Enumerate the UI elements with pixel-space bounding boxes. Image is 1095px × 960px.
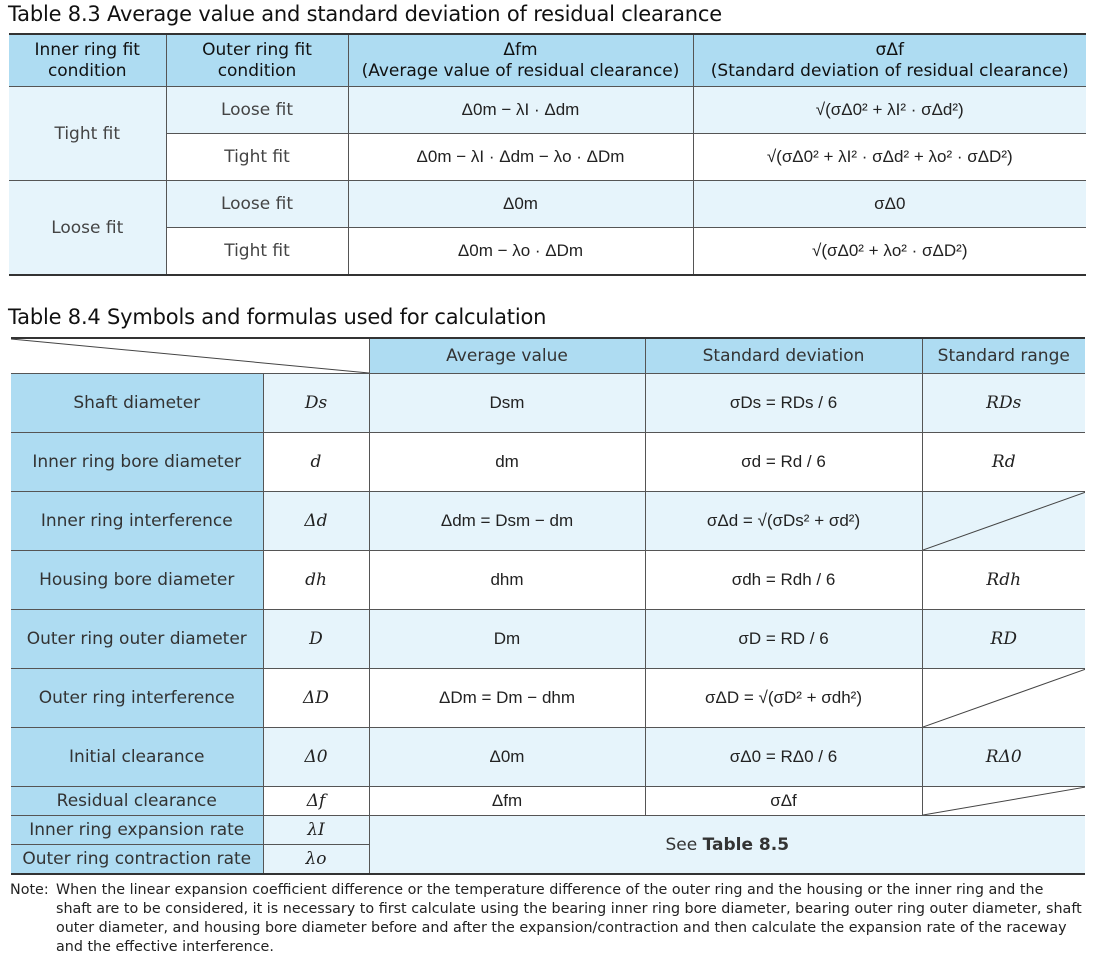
inner-loose-fit-cell: Loose fit: [9, 181, 166, 276]
see-table-link[interactable]: Table 8.5: [702, 834, 790, 855]
header-standard-deviation: Standard deviation: [645, 338, 922, 374]
row-average: dm: [369, 433, 645, 492]
table-8-3-title: Table 8.3 Average value and standard deviation of residual clearance: [8, 2, 722, 26]
see-prefix: See: [665, 834, 703, 855]
note-label: Note:: [10, 882, 49, 898]
outer-fit-cell: Tight fit: [166, 228, 348, 276]
header-average-value: Average value: [369, 338, 645, 374]
row-range: Rd: [922, 433, 1085, 492]
row-range: Rdh: [922, 551, 1085, 610]
row-name: Initial clearance: [11, 728, 263, 787]
row-sd: σΔD = √(σD² + σdh²): [645, 669, 922, 728]
row-average: dhm: [369, 551, 645, 610]
header-avg-text: (Average value of residual clearance): [361, 60, 680, 81]
row-name: Residual clearance: [11, 787, 263, 816]
row-range-empty: [922, 787, 1085, 816]
sd-formula-cell: √(σΔ0² + λI² · σΔd²): [693, 87, 1086, 134]
avg-formula-cell: Δ0m − λo · ΔDm: [348, 228, 693, 276]
note-first-line: When the linear expansion coefficient difference or the temperature difference of the outer ring and the housing or the inner ring and the: [56, 882, 1044, 898]
row-name: Inner ring expansion rate: [11, 816, 263, 845]
row-sd: σDs = RDs / 6: [645, 374, 922, 433]
row-symbol: d: [263, 433, 369, 492]
row-average: Dm: [369, 610, 645, 669]
row-symbol: Δd: [263, 492, 369, 551]
diagonal-line: [923, 492, 1086, 550]
row-sd: σΔ0 = RΔ0 / 6: [645, 728, 922, 787]
row-average: ΔDm = Dm − dhm: [369, 669, 645, 728]
outer-fit-cell: Loose fit: [166, 181, 348, 228]
row-average: Dsm: [369, 374, 645, 433]
row-name: Shaft diameter: [11, 374, 263, 433]
row-range: RDs: [922, 374, 1085, 433]
row-symbol: Ds: [263, 374, 369, 433]
see-table-cell: [369, 816, 1085, 875]
footnote: [10, 881, 1085, 957]
row-sd: σdh = Rdh / 6: [645, 551, 922, 610]
row-name: Outer ring outer diameter: [11, 610, 263, 669]
row-name: Outer ring contraction rate: [11, 845, 263, 875]
header-avg-symbol: Δfm: [503, 39, 538, 60]
row-average: Δfm: [369, 787, 645, 816]
diagonal-line: [923, 669, 1086, 727]
row-range-empty: [922, 669, 1085, 728]
header-inner-fit: Inner ring fit condition: [9, 34, 166, 87]
table-8-3: [9, 33, 1086, 276]
row-average: Δdm = Dsm − dm: [369, 492, 645, 551]
table-8-4-title: Table 8.4 Symbols and formulas used for calculation: [8, 305, 547, 329]
row-name: Outer ring interference: [11, 669, 263, 728]
row-symbol: λI: [263, 816, 369, 845]
row-symbol: Δf: [263, 787, 369, 816]
header-sd-residual: [693, 34, 1086, 87]
inner-tight-fit-cell: Tight fit: [9, 87, 166, 181]
row-name: Housing bore diameter: [11, 551, 263, 610]
avg-formula-cell: Δ0m: [348, 181, 693, 228]
sd-formula-cell: √(σΔ0² + λo² · σΔD²): [693, 228, 1086, 276]
row-sd: σΔf: [645, 787, 922, 816]
header-average-residual: [348, 34, 693, 87]
row-symbol: Δ0: [263, 728, 369, 787]
table-8-4: [11, 337, 1085, 875]
row-sd: σD = RD / 6: [645, 610, 922, 669]
row-range-empty: [922, 492, 1085, 551]
header-diagonal-corner: [11, 338, 369, 374]
row-symbol: dh: [263, 551, 369, 610]
sd-formula-cell: √(σΔ0² + λI² · σΔd² + λo² · σΔD²): [693, 134, 1086, 181]
avg-formula-cell: Δ0m − λI · Δdm: [348, 87, 693, 134]
row-sd: σΔd = √(σDs² + σd²): [645, 492, 922, 551]
diagonal-line: [923, 787, 1086, 815]
header-outer-fit: Outer ring fit condition: [166, 34, 348, 87]
header-standard-range: Standard range: [922, 338, 1085, 374]
row-range: RΔ0: [922, 728, 1085, 787]
row-symbol: D: [263, 610, 369, 669]
note-continuation: shaft are to be considered, it is necessary to first calculate using the bearing inner ring bore diameter, bearing outer ring outer diameter, shaft outer diameter, and housing bore diameter before and after the expansion/contraction and then calculate the expansion rate of the raceway and the effective interference.: [56, 901, 1082, 955]
row-average: Δ0m: [369, 728, 645, 787]
row-range: RD: [922, 610, 1085, 669]
diagonal-line: [11, 339, 369, 373]
sd-formula-cell: σΔ0: [693, 181, 1086, 228]
row-name: Inner ring interference: [11, 492, 263, 551]
row-sd: σd = Rd / 6: [645, 433, 922, 492]
avg-formula-cell: Δ0m − λI · Δdm − λo · ΔDm: [348, 134, 693, 181]
row-symbol: ΔD: [263, 669, 369, 728]
row-name: Inner ring bore diameter: [11, 433, 263, 492]
outer-fit-cell: Loose fit: [166, 87, 348, 134]
row-symbol: λo: [263, 845, 369, 875]
outer-fit-cell: Tight fit: [166, 134, 348, 181]
header-sd-text: (Standard deviation of residual clearance): [710, 60, 1069, 81]
header-sd-symbol: σΔf: [875, 39, 904, 60]
